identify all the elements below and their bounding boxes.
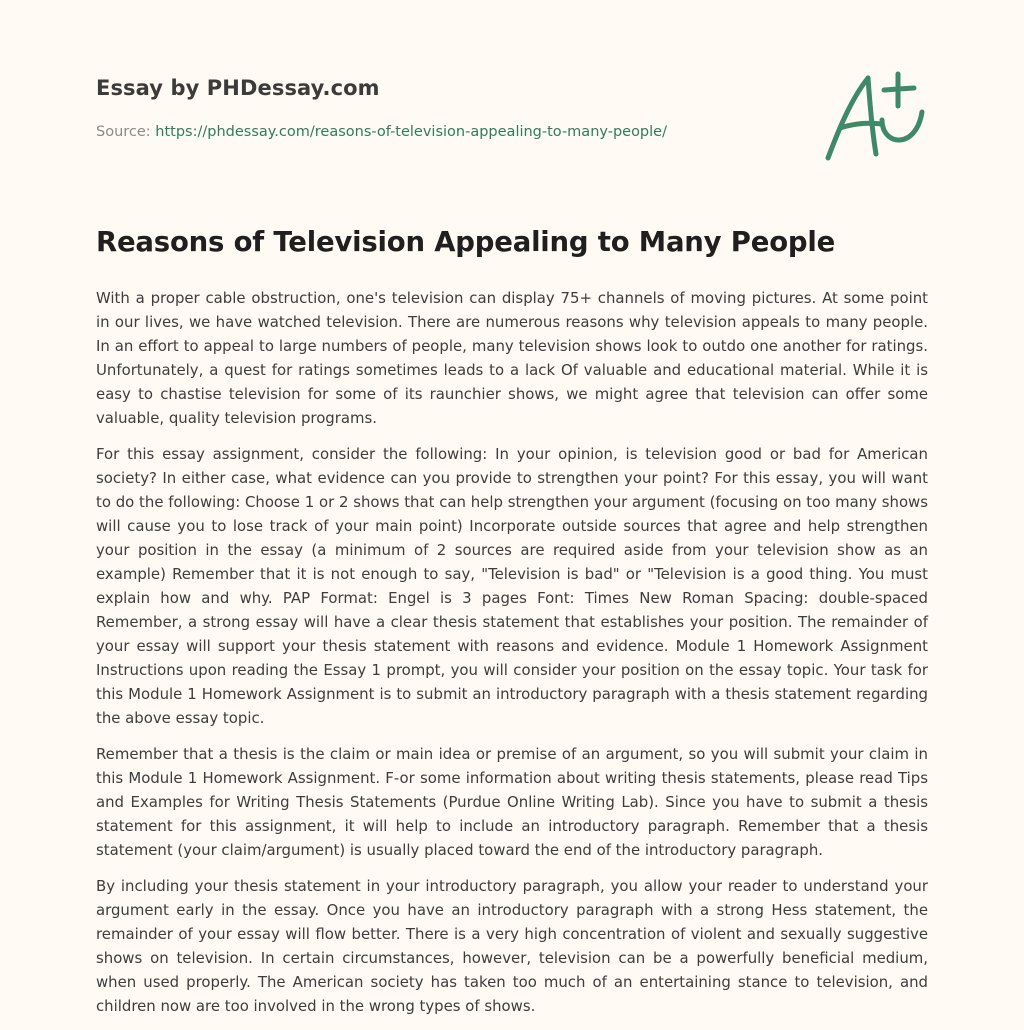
source-label: Source: — [96, 124, 151, 140]
essay-paragraph: With a proper cable obstruction, one's television can display 75+ channels of moving pictures. At some point in our lives, we have watched television. There are numerous reasons why television appeals to many people. In an effort to appeal to large numbers of people, many television shows look to outdo one another for ratings. Unfortunately, a quest for ratings sometimes leads to a lack Of valuable and educational material. While it is easy to chastise television for some of its raunchier shows, we might agree that television can offer some valuable, quality television programs. — [96, 289, 928, 427]
essay-paragraph: By including your thesis statement in your introductory paragraph, you allow your reader to understand your argument early in the essay. Once you have an introductory paragraph with a strong Hess statement, the remainder of your essay will flow better. There is a very high concentration of violent and sexually suggestive shows on television. In certain circumstances, however, television can be a powerfully beneficial medium, when used properly. The American society has taken too much of an entertaining stance to television, and children now are too involved in the wrong types of shows. — [96, 877, 928, 1015]
source-line — [96, 124, 667, 140]
essay-body — [96, 286, 928, 1030]
essay-paragraph: For this essay assignment, consider the following: In your opinion, is television good or bad for American society? In either case, what evidence can you provide to strengthen your point? For this essay, you will want to do the following: Choose 1 or 2 shows that can help strengthen your argument (focusing on too many shows will cause you to lose track of your main point) Incorporate outside sources that agree and help strengthen your position in the essay (a minimum of 2 sources are required aside from your television show as an example) Remember that it is not enough to say, "Television is bad" or "Television is a good thing. You must explain how and why. PAP Format: Engel is 3 pages Font: Times New Roman Spacing: double-spaced Remember, a strong essay will have a clear thesis statement that establishes your position. The remainder of your essay will support your thesis statement with reasons and evidence. Module 1 Homework Assignment Instructions upon reading the Essay 1 prompt, you will consider your position on the essay topic. Your task for this Module 1 Homework Assignment is to submit an introductory paragraph with a thesis statement regarding the above essay topic. — [96, 445, 928, 727]
essay-title: Reasons of Television Appealing to Many People — [96, 226, 836, 258]
source-link[interactable]: https://phdessay.com/reasons-of-television-appealing-to-many-people/ — [155, 124, 667, 140]
a-plus-grade-icon — [818, 66, 930, 166]
site-brand: Essay by PHDessay.com — [96, 76, 380, 100]
essay-paragraph: Remember that a thesis is the claim or main idea or premise of an argument, so you will submit your claim in this Module 1 Homework Assignment. F-or some information about writing thesis statements, please read Tips and Examples for Writing Thesis Statements (Purdue Online Writing Lab). Since you have to submit a thesis statement for this assignment, it will help to include an introductory paragraph. Remember that a thesis statement (your claim/argument) is usually placed toward the end of the introductory paragraph. — [96, 745, 928, 859]
